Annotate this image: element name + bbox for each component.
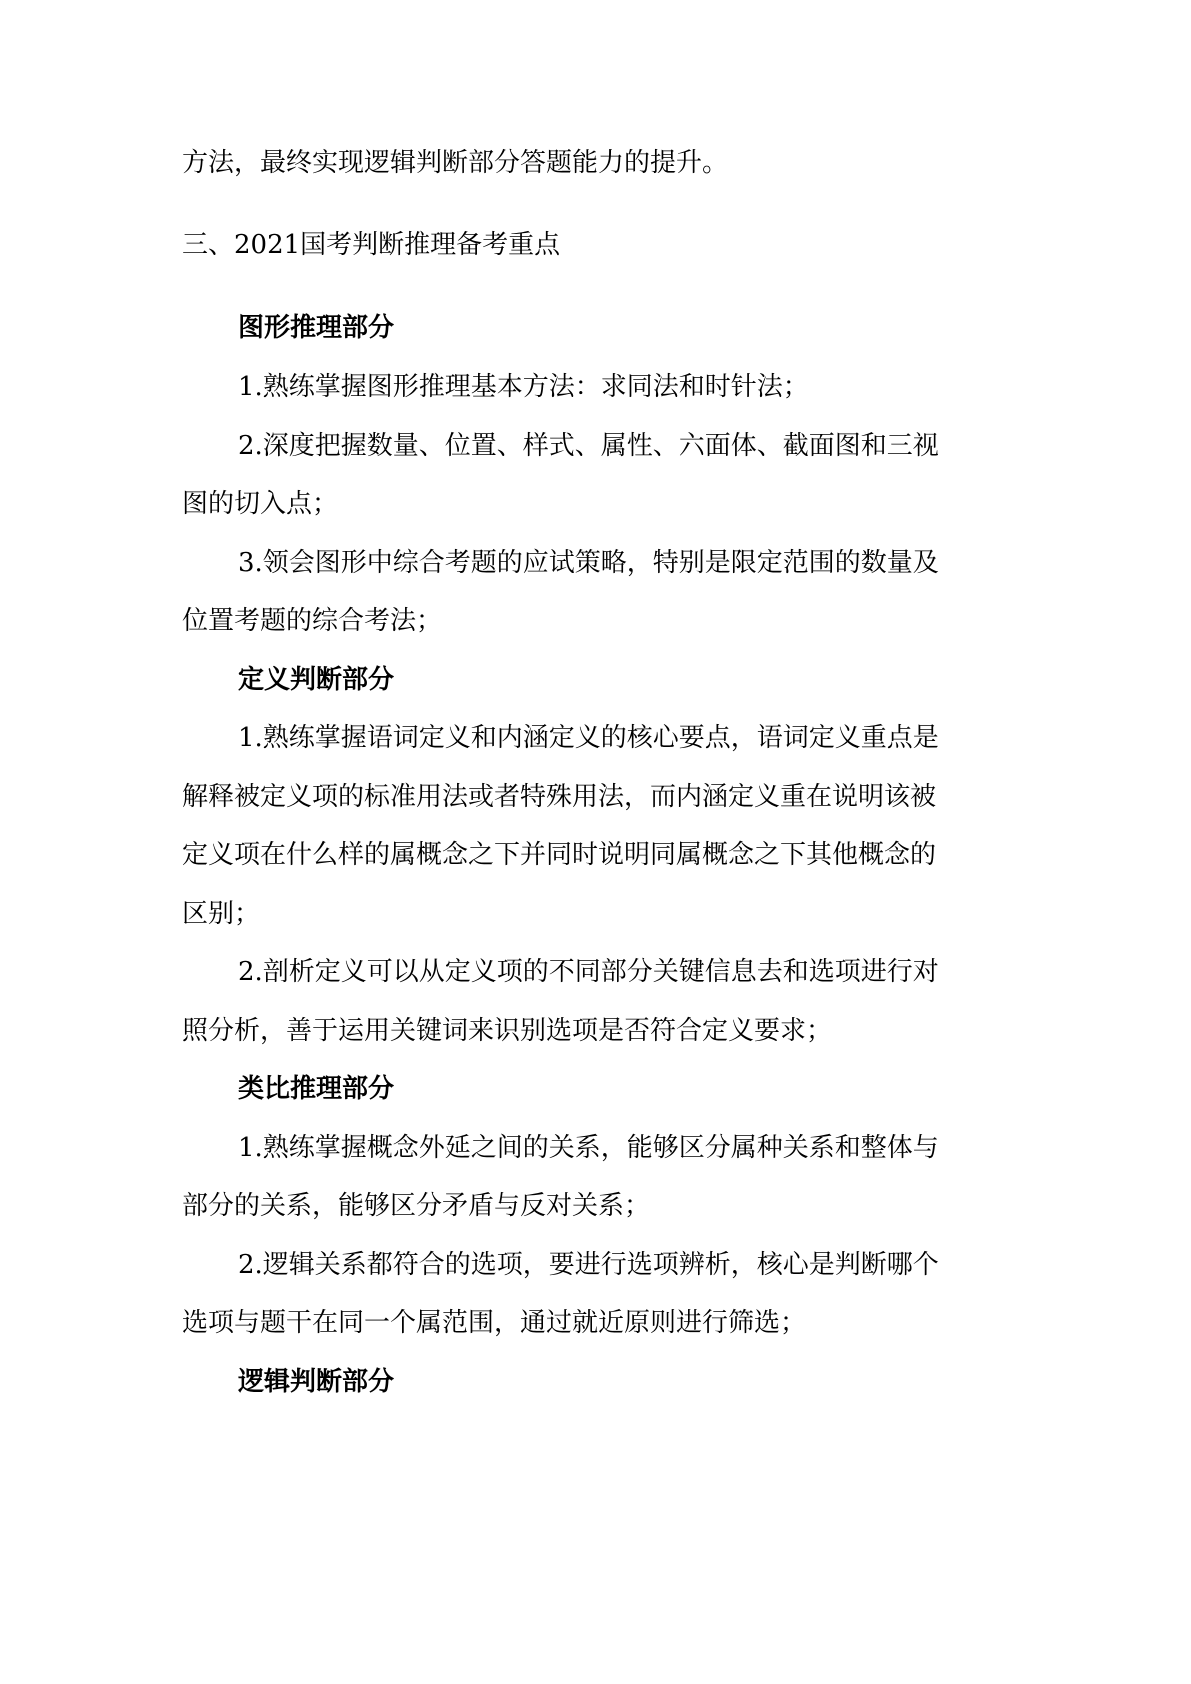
definition-judgment-item-2-line-1: 2.剖析定义可以从定义项的不同部分关键信息去和选项进行对	[238, 957, 939, 987]
definition-judgment-item-1-line-3: 定义项在什么样的属概念之下并同时说明同属概念之下其他概念的	[182, 840, 937, 870]
analogy-reasoning-heading: 类比推理部分	[238, 1074, 395, 1104]
definition-judgment-item-1-line-2: 解释被定义项的标准用法或者特殊用法，而内涵定义重在说明该被	[182, 782, 937, 812]
definition-judgment-item-1-line-4: 区别；	[182, 899, 261, 929]
definition-judgment-heading: 定义判断部分	[238, 665, 395, 695]
graphic-reasoning-item-2-line-1: 2.深度把握数量、位置、样式、属性、六面体、截面图和三视	[238, 431, 939, 461]
graphic-reasoning-item-3-line-2: 位置考题的综合考法；	[182, 606, 443, 636]
analogy-reasoning-item-2-line-2: 选项与题干在同一个属范围，通过就近原则进行筛选；	[182, 1308, 807, 1338]
graphic-reasoning-item-1: 1.熟练掌握图形推理基本方法：求同法和时针法；	[238, 372, 809, 402]
graphic-reasoning-item-2-line-2: 图的切入点；	[182, 489, 339, 519]
definition-judgment-item-1-line-1: 1.熟练掌握语词定义和内涵定义的核心要点，语词定义重点是	[238, 723, 939, 753]
continuation-text: 方法，最终实现逻辑判断部分答题能力的提升。	[182, 148, 729, 178]
analogy-reasoning-item-1-line-1: 1.熟练掌握概念外延之间的关系，能够区分属种关系和整体与	[238, 1133, 939, 1163]
analogy-reasoning-item-2-line-1: 2.逻辑关系都符合的选项，要进行选项辨析，核心是判断哪个	[238, 1250, 939, 1280]
logical-judgment-heading: 逻辑判断部分	[238, 1367, 395, 1397]
section-heading: 三、2021国考判断推理备考重点	[182, 230, 561, 260]
analogy-reasoning-item-1-line-2: 部分的关系，能够区分矛盾与反对关系；	[182, 1191, 651, 1221]
graphic-reasoning-heading: 图形推理部分	[238, 313, 395, 343]
definition-judgment-item-2-line-2: 照分析，善于运用关键词来识别选项是否符合定义要求；	[182, 1016, 833, 1046]
graphic-reasoning-item-3-line-1: 3.领会图形中综合考题的应试策略，特别是限定范围的数量及	[238, 548, 939, 578]
